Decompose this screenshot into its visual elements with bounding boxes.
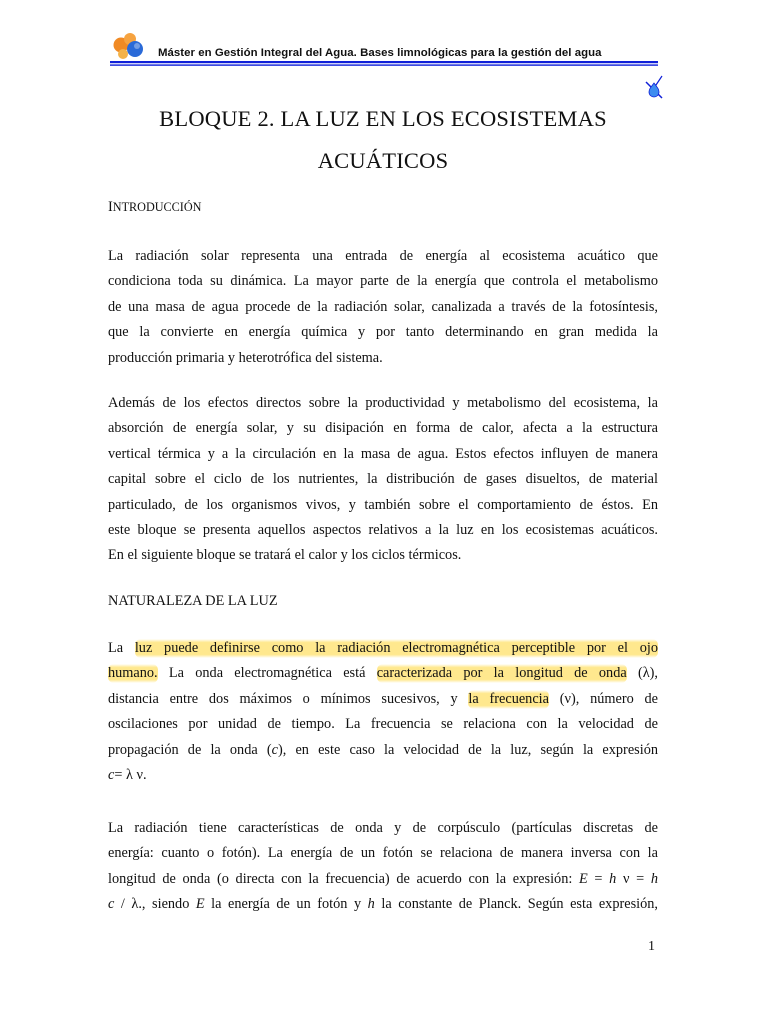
- paragraph-intro-1: [108, 244, 658, 371]
- paragraph-line: producción primaria y heterotrófica del sistema.: [108, 349, 383, 366]
- paragraph-line: de una masa de agua procede de la radiación solar, canalizada a través de la fotosíntesis,: [108, 298, 658, 315]
- paragraph-line: absorción de energía solar, y su disipación en forma de calor, afecta a la estructura: [108, 420, 658, 437]
- paragraph-line: La radiación solar representa una entrada de energía al ecosistema acuático que: [108, 248, 658, 264]
- paragraph-line: vertical térmica y a la circulación en la masa de agua. Estos efectos influyen de manera: [108, 445, 658, 462]
- section-heading-naturaleza-luz: NATURALEZA DE LA LUZ: [108, 593, 278, 609]
- water-drop-icon: [642, 74, 668, 100]
- highlighted-text: humano.: [108, 665, 158, 682]
- highlighted-text: luz puede definirse como la radiación electromagnética perceptible por el ojo: [134, 640, 658, 656]
- paragraph-line: distancia entre dos máximos o mínimos sucesivos, y la frecuencia (ν), número de: [108, 690, 658, 707]
- highlighted-text: la frecuencia: [468, 690, 549, 707]
- paragraph-line: En el siguiente bloque se tratará el calor y los ciclos térmicos.: [108, 547, 462, 564]
- paragraph-line: La radiación tiene características de onda y de corpúsculo (partículas discretas de: [108, 820, 658, 836]
- paragraph-photon-energy: [108, 816, 658, 918]
- paragraph-line: capital sobre el ciclo de los nutrientes, la distribución de gases disueltos, de material: [108, 471, 658, 488]
- section-heading-introduccion: [108, 199, 201, 216]
- paragraph-intro-2: [108, 391, 658, 569]
- header-course-title: Máster en Gestión Integral del Agua. Bases limnológicas para la gestión del agua: [158, 47, 602, 59]
- paragraph-line: que la convierte en energía química y por tanto determinando en gran medida la: [108, 324, 658, 341]
- paragraph-line: condiciona toda su dinámica. La mayor parte de la energía que controla el metabolismo: [108, 273, 658, 290]
- paragraph-light-definition: [108, 636, 658, 788]
- title-line-1: BLOQUE 2. LA LUZ EN LOS ECOSISTEMAS: [159, 106, 607, 131]
- paragraph-line: La luz puede definirse como la radiación electromagnética perceptible por el ojo: [108, 640, 658, 656]
- paragraph-line: Además de los efectos directos sobre la productividad y metabolismo del ecosistema, la: [108, 395, 658, 411]
- highlighted-text: caracterizada por la longitud de onda: [376, 665, 627, 682]
- paragraph-line: propagación de la onda (c), en este caso la velocidad de la luz, según la expresión: [108, 741, 659, 758]
- title-line-2: ACUÁTICOS: [317, 148, 449, 173]
- paragraph-line: este bloque se presenta aquellos aspectos relativos a la luz en los ecosistemas acuáticos.: [108, 521, 658, 538]
- paragraph-line: humano. La onda electromagnética está caracterizada por la longitud de onda (λ),: [108, 665, 658, 682]
- paragraph-line: c= λ ν.: [108, 766, 147, 783]
- document-header: [110, 32, 665, 102]
- paragraph-line: energía: cuanto o fotón). La energía de un fotón se relaciona de manera inversa con la: [108, 845, 658, 862]
- section-heading-rest: NTRODUCCIÓN: [112, 200, 202, 214]
- paragraph-line: c / λ., siendo E la energía de un fotón y h la constante de Planck. Según esta expresión,: [108, 896, 658, 913]
- header-rule: [110, 61, 658, 67]
- paragraph-line: oscilaciones por unidad de tiempo. La frecuencia se relaciona con la velocidad de: [108, 716, 658, 733]
- paragraph-line: longitud de onda (o directa con la frecuencia) de acuerdo con la expresión: E = h ν = h: [108, 870, 659, 887]
- page-number: 1: [648, 939, 655, 954]
- paragraph-line: particulado, de los organismos vivos, y también sobre el comportamiento de éstos. En: [108, 496, 658, 513]
- section-heading-initial: I: [108, 199, 113, 215]
- document-title: [108, 98, 658, 182]
